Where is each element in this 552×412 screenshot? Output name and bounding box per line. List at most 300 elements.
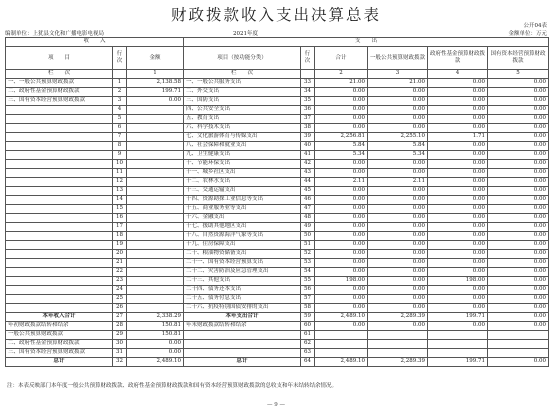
expense-item-cell: 四、公共安全支出 bbox=[184, 106, 301, 115]
expense-row-no-cell: 34 bbox=[301, 88, 315, 97]
income-row-no-cell: 27 bbox=[113, 313, 127, 322]
table-row bbox=[6, 88, 549, 97]
soe-capital-amount-cell: 0.00 bbox=[488, 124, 549, 133]
income-amount-cell bbox=[127, 187, 184, 196]
total-amount-cell: 0.00 bbox=[315, 232, 368, 241]
page-number: — 9 — bbox=[267, 402, 285, 408]
expense-item-cell: 三、国防支出 bbox=[184, 97, 301, 106]
income-row-no-cell: 16 bbox=[113, 214, 127, 223]
income-amount-cell bbox=[127, 133, 184, 142]
expense-row-no-cell: 63 bbox=[301, 349, 315, 358]
general-budget-amount-cell: 0.00 bbox=[368, 250, 428, 259]
table-row bbox=[6, 223, 549, 232]
income-amount-cell bbox=[127, 106, 184, 115]
column-number-1: 1 bbox=[127, 70, 184, 79]
gov-fund-amount-cell: 198.00 bbox=[428, 277, 488, 286]
total-amount-cell: 0.00 bbox=[315, 106, 368, 115]
general-budget-amount-cell: 0.00 bbox=[368, 169, 428, 178]
income-row-no-cell: 29 bbox=[113, 331, 127, 340]
soe-capital-amount-cell: 0.00 bbox=[488, 250, 549, 259]
income-row-no-cell: 30 bbox=[113, 340, 127, 349]
expense-item-cell: 十九、住房保障支出 bbox=[184, 241, 301, 250]
column-number-2: 2 bbox=[315, 70, 368, 79]
expense-item-cell: 十、节能环保支出 bbox=[184, 160, 301, 169]
income-row-no-cell: 18 bbox=[113, 232, 127, 241]
general-budget-amount-cell: 0.00 bbox=[368, 286, 428, 295]
table-row bbox=[6, 277, 549, 286]
header-row-2 bbox=[6, 47, 549, 70]
income-amount-cell: 150.81 bbox=[127, 322, 184, 331]
expense-row-no-cell: 47 bbox=[301, 205, 315, 214]
expense-row-no-cell: 38 bbox=[301, 124, 315, 133]
soe-capital-amount-cell: 0.00 bbox=[488, 106, 549, 115]
income-row-no-cell: 19 bbox=[113, 241, 127, 250]
soe-capital-amount-cell: 0.00 bbox=[488, 178, 549, 187]
soe-capital-amount-cell: 0.00 bbox=[488, 232, 549, 241]
income-row-no-cell: 31 bbox=[113, 349, 127, 358]
total-amount-cell: 0.00 bbox=[315, 187, 368, 196]
expense-row-no-cell: 58 bbox=[301, 304, 315, 313]
income-amount-cell bbox=[127, 160, 184, 169]
soe-capital-amount-cell: 0.00 bbox=[488, 268, 549, 277]
general-budget-amount-cell: 21.00 bbox=[368, 79, 428, 88]
gov-fund-amount-cell: 1.71 bbox=[428, 133, 488, 142]
gov-fund-amount-cell bbox=[428, 331, 488, 340]
income-item-cell bbox=[6, 106, 113, 115]
soe-capital-amount-cell: 0.00 bbox=[488, 88, 549, 97]
gov-fund-amount-cell: 0.00 bbox=[428, 250, 488, 259]
expense-row-header: 行次 bbox=[301, 47, 315, 70]
income-amount-cell bbox=[127, 142, 184, 151]
soe-capital-amount-cell: 0.00 bbox=[488, 358, 549, 367]
expense-row-no-cell: 45 bbox=[301, 187, 315, 196]
income-row-no-cell: 11 bbox=[113, 169, 127, 178]
expense-item-cell: 六、科学技术支出 bbox=[184, 124, 301, 133]
income-item-cell: 本年收入合计 bbox=[6, 313, 113, 322]
income-row-no-cell: 1 bbox=[113, 79, 127, 88]
income-row-no-cell: 7 bbox=[113, 133, 127, 142]
expense-row-no-cell: 36 bbox=[301, 106, 315, 115]
soe-capital-amount-cell: 0.00 bbox=[488, 160, 549, 169]
expense-item-cell: 二、外交支出 bbox=[184, 88, 301, 97]
income-amount-cell bbox=[127, 178, 184, 187]
table-row bbox=[6, 115, 549, 124]
income-amount-cell bbox=[127, 223, 184, 232]
expense-item-cell: 二十一、国有资本经营预算支出 bbox=[184, 259, 301, 268]
income-row-no-cell: 32 bbox=[113, 358, 127, 367]
total-amount-cell: 0.00 bbox=[315, 214, 368, 223]
total-amount-cell: 0.00 bbox=[315, 286, 368, 295]
total-amount-cell: 5.34 bbox=[315, 151, 368, 160]
gov-fund-amount-cell: 0.00 bbox=[428, 241, 488, 250]
expense-item-cell: 五、教育支出 bbox=[184, 115, 301, 124]
soe-capital-amount-cell: 0.00 bbox=[488, 223, 549, 232]
general-budget-amount-cell: 2,289.39 bbox=[368, 313, 428, 322]
general-budget-amount-cell: 5.34 bbox=[368, 151, 428, 160]
expense-row-no-cell: 55 bbox=[301, 277, 315, 286]
income-amount-cell bbox=[127, 277, 184, 286]
total-amount-cell: 0.00 bbox=[315, 115, 368, 124]
column-row-blank-right bbox=[301, 70, 315, 79]
income-item-cell bbox=[6, 268, 113, 277]
currency-unit: 金额单位：万元 bbox=[508, 31, 547, 37]
total-amount-cell: 0.00 bbox=[315, 205, 368, 214]
soe-capital-amount-cell bbox=[488, 349, 549, 358]
expense-item-cell bbox=[184, 349, 301, 358]
total-amount-cell bbox=[315, 340, 368, 349]
income-row-no-cell: 25 bbox=[113, 295, 127, 304]
table-row bbox=[6, 214, 549, 223]
expense-row-no-cell: 51 bbox=[301, 241, 315, 250]
general-budget-amount-cell: 0.00 bbox=[368, 214, 428, 223]
general-budget-amount-cell: 5.84 bbox=[368, 142, 428, 151]
column-number-5: 5 bbox=[488, 70, 549, 79]
income-amount-cell bbox=[127, 151, 184, 160]
soe-capital-amount-cell: 0.00 bbox=[488, 313, 549, 322]
header-row-1 bbox=[6, 38, 549, 47]
expense-item-cell: 二十三、其他支出 bbox=[184, 277, 301, 286]
total-amount-cell: 0.00 bbox=[315, 223, 368, 232]
total-amount-cell: 0.00 bbox=[315, 304, 368, 313]
expense-item-cell: 十八、自然资源海洋气象等支出 bbox=[184, 232, 301, 241]
column-label-right: 栏 次 bbox=[184, 70, 301, 79]
income-amount-cell bbox=[127, 115, 184, 124]
income-amount-cell bbox=[127, 205, 184, 214]
income-row-no-cell: 12 bbox=[113, 178, 127, 187]
table-row bbox=[6, 97, 549, 106]
gov-fund-amount-cell: 0.00 bbox=[428, 286, 488, 295]
income-row-no-cell: 15 bbox=[113, 205, 127, 214]
general-budget-amount-cell: 2,255.10 bbox=[368, 133, 428, 142]
table-row bbox=[6, 205, 549, 214]
soe-capital-amount-cell: 0.00 bbox=[488, 169, 549, 178]
income-header: 收 入 bbox=[6, 38, 184, 47]
general-budget-amount-cell: 0.00 bbox=[368, 241, 428, 250]
gov-fund-amount-cell: 0.00 bbox=[428, 196, 488, 205]
table-row bbox=[6, 340, 549, 349]
soe-capital-amount-cell: 0.00 bbox=[488, 259, 549, 268]
income-row-no-cell: 24 bbox=[113, 286, 127, 295]
total-amount-cell: 0.00 bbox=[315, 169, 368, 178]
income-item-cell bbox=[6, 286, 113, 295]
general-budget-amount-cell bbox=[368, 349, 428, 358]
income-item-cell bbox=[6, 142, 113, 151]
income-row-no-cell: 22 bbox=[113, 268, 127, 277]
gov-fund-amount-cell: 0.00 bbox=[428, 214, 488, 223]
gov-fund-header: 政府性基金预算财政拨款 bbox=[428, 47, 488, 70]
fiscal-year: 2021年度 bbox=[233, 31, 258, 37]
expense-row-no-cell: 48 bbox=[301, 214, 315, 223]
total-amount-cell: 0.00 bbox=[315, 160, 368, 169]
income-amount-cell: 199.71 bbox=[127, 88, 184, 97]
gov-fund-amount-cell: 0.00 bbox=[428, 124, 488, 133]
income-row-no-cell: 3 bbox=[113, 97, 127, 106]
income-item-cell bbox=[6, 124, 113, 133]
table-row bbox=[6, 169, 549, 178]
soe-capital-amount-cell: 0.00 bbox=[488, 277, 549, 286]
income-amount-cell bbox=[127, 304, 184, 313]
income-row-no-cell: 8 bbox=[113, 142, 127, 151]
soe-capital-amount-cell: 0.00 bbox=[488, 196, 549, 205]
total-amount-cell: 0.00 bbox=[315, 97, 368, 106]
total-amount-cell: 0.00 bbox=[315, 124, 368, 133]
gov-fund-amount-cell: 0.00 bbox=[428, 79, 488, 88]
income-amount-header: 金额 bbox=[127, 47, 184, 70]
income-amount-cell bbox=[127, 295, 184, 304]
general-budget-amount-cell: 0.00 bbox=[368, 187, 428, 196]
soe-capital-amount-cell: 0.00 bbox=[488, 205, 549, 214]
expense-item-cell: 八、社会保障和就业支出 bbox=[184, 142, 301, 151]
total-amount-cell: 0.00 bbox=[315, 268, 368, 277]
general-budget-amount-cell: 0.00 bbox=[368, 223, 428, 232]
expense-row-no-cell: 52 bbox=[301, 250, 315, 259]
total-amount-cell: 5.84 bbox=[315, 142, 368, 151]
expense-row-no-cell: 57 bbox=[301, 295, 315, 304]
general-budget-amount-cell: 0.00 bbox=[368, 232, 428, 241]
sub-header bbox=[5, 29, 547, 37]
gov-fund-amount-cell: 199.71 bbox=[428, 313, 488, 322]
expense-item-cell: 十二、农林水支出 bbox=[184, 178, 301, 187]
total-amount-cell: 0.00 bbox=[315, 88, 368, 97]
general-budget-amount-cell: 0.00 bbox=[368, 88, 428, 97]
column-number-row bbox=[6, 70, 549, 79]
income-item-cell bbox=[6, 259, 113, 268]
form-number: 公开04表 bbox=[523, 23, 547, 29]
gov-fund-amount-cell bbox=[428, 349, 488, 358]
soe-capital-amount-cell bbox=[488, 340, 549, 349]
income-row-no-cell: 5 bbox=[113, 115, 127, 124]
soe-capital-amount-cell: 0.00 bbox=[488, 187, 549, 196]
general-budget-amount-cell: 2.11 bbox=[368, 178, 428, 187]
soe-capital-amount-cell: 0.00 bbox=[488, 295, 549, 304]
income-item-cell bbox=[6, 169, 113, 178]
income-item-header: 项 目 bbox=[6, 47, 113, 70]
gov-fund-amount-cell: 0.00 bbox=[428, 142, 488, 151]
expense-row-no-cell: 44 bbox=[301, 178, 315, 187]
gov-fund-amount-cell: 0.00 bbox=[428, 259, 488, 268]
income-amount-cell: 0.00 bbox=[127, 349, 184, 358]
income-amount-cell bbox=[127, 214, 184, 223]
gov-fund-amount-cell: 0.00 bbox=[428, 232, 488, 241]
income-item-cell bbox=[6, 241, 113, 250]
income-row-no-cell: 6 bbox=[113, 124, 127, 133]
income-amount-cell: 2,489.10 bbox=[127, 358, 184, 367]
total-header: 合计 bbox=[315, 47, 368, 70]
expense-item-cell bbox=[184, 331, 301, 340]
income-row-header: 行次 bbox=[113, 47, 127, 70]
income-amount-cell bbox=[127, 241, 184, 250]
income-item-cell bbox=[6, 196, 113, 205]
expense-header: 支 出 bbox=[184, 38, 549, 47]
soe-capital-amount-cell: 0.00 bbox=[488, 304, 549, 313]
income-item-cell bbox=[6, 115, 113, 124]
expense-item-cell: 十三、交通运输支出 bbox=[184, 187, 301, 196]
income-item-cell: 二、政府性基金预算财政拨款 bbox=[6, 88, 113, 97]
income-amount-cell bbox=[127, 169, 184, 178]
table-row bbox=[6, 178, 549, 187]
table-row bbox=[6, 304, 549, 313]
soe-capital-amount-cell: 0.00 bbox=[488, 115, 549, 124]
income-item-cell: 年初财政拨款结转和结余 bbox=[6, 322, 113, 331]
table-row bbox=[6, 331, 549, 340]
income-row-no-cell: 23 bbox=[113, 277, 127, 286]
general-budget-amount-cell: 0.00 bbox=[368, 268, 428, 277]
gov-fund-amount-cell: 0.00 bbox=[428, 268, 488, 277]
total-amount-cell bbox=[315, 349, 368, 358]
gov-fund-amount-cell: 0.00 bbox=[428, 178, 488, 187]
gov-fund-amount-cell: 0.00 bbox=[428, 88, 488, 97]
table-row bbox=[6, 322, 549, 331]
income-amount-cell bbox=[127, 259, 184, 268]
expense-item-cell: 二十二、灾害防治及应急管理支出 bbox=[184, 268, 301, 277]
expense-row-no-cell: 59 bbox=[301, 313, 315, 322]
expense-item-cell: 十五、商业服务业等支出 bbox=[184, 205, 301, 214]
expense-item-cell: 年末财政拨款结转和结余 bbox=[184, 322, 301, 331]
expense-item-cell: 二十四、债务还本支出 bbox=[184, 286, 301, 295]
table-row bbox=[6, 358, 549, 367]
general-budget-amount-cell: 0.00 bbox=[368, 322, 428, 331]
final-accounts-table bbox=[5, 37, 549, 367]
income-amount-cell: 0.00 bbox=[127, 340, 184, 349]
income-item-cell bbox=[6, 133, 113, 142]
income-item-cell bbox=[6, 205, 113, 214]
general-budget-amount-cell: 0.00 bbox=[368, 97, 428, 106]
general-budget-amount-cell: 0.00 bbox=[368, 205, 428, 214]
income-row-no-cell: 21 bbox=[113, 259, 127, 268]
total-amount-cell: 21.00 bbox=[315, 79, 368, 88]
income-item-cell bbox=[6, 214, 113, 223]
footnote: 注：本表反映部门本年度一般公共预算财政拨款、政府性基金预算财政拨款和国有资本经营预算财政拨款的总收支和年末结转结余情况。 bbox=[7, 383, 338, 389]
expense-row-no-cell: 33 bbox=[301, 79, 315, 88]
table-row bbox=[6, 142, 549, 151]
soe-capital-header: 国有资本经营预算财政拨款 bbox=[488, 47, 549, 70]
total-amount-cell bbox=[315, 331, 368, 340]
total-amount-cell: 2,489.10 bbox=[315, 313, 368, 322]
total-amount-cell: 0.00 bbox=[315, 259, 368, 268]
table-row bbox=[6, 241, 549, 250]
expense-row-no-cell: 56 bbox=[301, 286, 315, 295]
expense-row-no-cell: 53 bbox=[301, 259, 315, 268]
table-row bbox=[6, 160, 549, 169]
income-amount-cell bbox=[127, 250, 184, 259]
soe-capital-amount-cell: 0.00 bbox=[488, 241, 549, 250]
gov-fund-amount-cell: 0.00 bbox=[428, 304, 488, 313]
total-amount-cell: 0.00 bbox=[315, 196, 368, 205]
income-row-no-cell: 14 bbox=[113, 196, 127, 205]
general-budget-amount-cell: 0.00 bbox=[368, 106, 428, 115]
table-row bbox=[6, 295, 549, 304]
income-item-cell: 三、国有资本经营预算财政拨款 bbox=[6, 97, 113, 106]
expense-item-cell: 十四、资源勘探工业信息等支出 bbox=[184, 196, 301, 205]
income-item-cell: 一、一般公共预算财政拨款 bbox=[6, 79, 113, 88]
total-amount-cell: 0.00 bbox=[315, 295, 368, 304]
total-amount-cell: 2.11 bbox=[315, 178, 368, 187]
income-item-cell bbox=[6, 223, 113, 232]
general-budget-amount-cell: 0.00 bbox=[368, 124, 428, 133]
expense-row-no-cell: 39 bbox=[301, 133, 315, 142]
soe-capital-amount-cell: 0.00 bbox=[488, 97, 549, 106]
income-item-cell bbox=[6, 160, 113, 169]
expense-item-cell: 一、一般公共服务支出 bbox=[184, 79, 301, 88]
expense-row-no-cell: 49 bbox=[301, 223, 315, 232]
general-budget-amount-cell bbox=[368, 331, 428, 340]
income-item-cell bbox=[6, 187, 113, 196]
expense-item-cell: 十一、城乡社区支出 bbox=[184, 169, 301, 178]
gov-fund-amount-cell: 0.00 bbox=[428, 97, 488, 106]
table-row bbox=[6, 259, 549, 268]
table-row bbox=[6, 151, 549, 160]
expense-item-cell: 九、卫生健康支出 bbox=[184, 151, 301, 160]
column-label-left: 栏 次 bbox=[6, 70, 113, 79]
soe-capital-amount-cell bbox=[488, 331, 549, 340]
income-amount-cell: 2,338.29 bbox=[127, 313, 184, 322]
soe-capital-amount-cell: 0.00 bbox=[488, 322, 549, 331]
income-amount-cell bbox=[127, 232, 184, 241]
gov-fund-amount-cell: 0.00 bbox=[428, 115, 488, 124]
general-budget-amount-cell: 0.00 bbox=[368, 295, 428, 304]
expense-row-no-cell: 60 bbox=[301, 322, 315, 331]
column-row-blank-left bbox=[113, 70, 127, 79]
income-amount-cell bbox=[127, 268, 184, 277]
income-item-cell bbox=[6, 250, 113, 259]
income-amount-cell bbox=[127, 196, 184, 205]
gov-fund-amount-cell: 0.00 bbox=[428, 295, 488, 304]
income-row-no-cell: 10 bbox=[113, 160, 127, 169]
income-row-no-cell: 26 bbox=[113, 304, 127, 313]
expense-row-no-cell: 42 bbox=[301, 160, 315, 169]
table-row bbox=[6, 133, 549, 142]
expense-row-no-cell: 43 bbox=[301, 169, 315, 178]
expense-item-cell: 总计 bbox=[184, 358, 301, 367]
table-row bbox=[6, 106, 549, 115]
income-item-cell: 三、国有资本经营预算财政拨款 bbox=[6, 349, 113, 358]
income-item-cell bbox=[6, 178, 113, 187]
expense-row-no-cell: 40 bbox=[301, 142, 315, 151]
income-amount-cell: 0.00 bbox=[127, 97, 184, 106]
table-row bbox=[6, 286, 549, 295]
income-item-cell bbox=[6, 277, 113, 286]
expense-item-cell: 二十六、抗疫特别国债安排的支出 bbox=[184, 304, 301, 313]
income-item-cell bbox=[6, 304, 113, 313]
expense-row-no-cell: 61 bbox=[301, 331, 315, 340]
income-item-cell bbox=[6, 295, 113, 304]
table-row bbox=[6, 349, 549, 358]
income-row-no-cell: 20 bbox=[113, 250, 127, 259]
gov-fund-amount-cell: 0.00 bbox=[428, 151, 488, 160]
column-number-4: 4 bbox=[428, 70, 488, 79]
general-budget-amount-cell bbox=[368, 340, 428, 349]
income-row-no-cell: 4 bbox=[113, 106, 127, 115]
income-row-no-cell: 9 bbox=[113, 151, 127, 160]
general-budget-header: 一般公共预算财政拨款 bbox=[368, 47, 428, 70]
column-number-3: 3 bbox=[368, 70, 428, 79]
income-item-cell bbox=[6, 232, 113, 241]
table-row bbox=[6, 124, 549, 133]
table-row bbox=[6, 250, 549, 259]
expense-row-no-cell: 41 bbox=[301, 151, 315, 160]
income-row-no-cell: 13 bbox=[113, 187, 127, 196]
gov-fund-amount-cell: 199.71 bbox=[428, 358, 488, 367]
gov-fund-amount-cell: 0.00 bbox=[428, 205, 488, 214]
income-item-cell: 一般公共预算财政拨款 bbox=[6, 331, 113, 340]
total-amount-cell: 198.00 bbox=[315, 277, 368, 286]
table-row bbox=[6, 313, 549, 322]
gov-fund-amount-cell: 0.00 bbox=[428, 106, 488, 115]
expense-item-cell: 十六、金融支出 bbox=[184, 214, 301, 223]
income-amount-cell: 150.81 bbox=[127, 331, 184, 340]
expense-item-cell: 二十、粮油物资储备支出 bbox=[184, 250, 301, 259]
income-amount-cell bbox=[127, 124, 184, 133]
